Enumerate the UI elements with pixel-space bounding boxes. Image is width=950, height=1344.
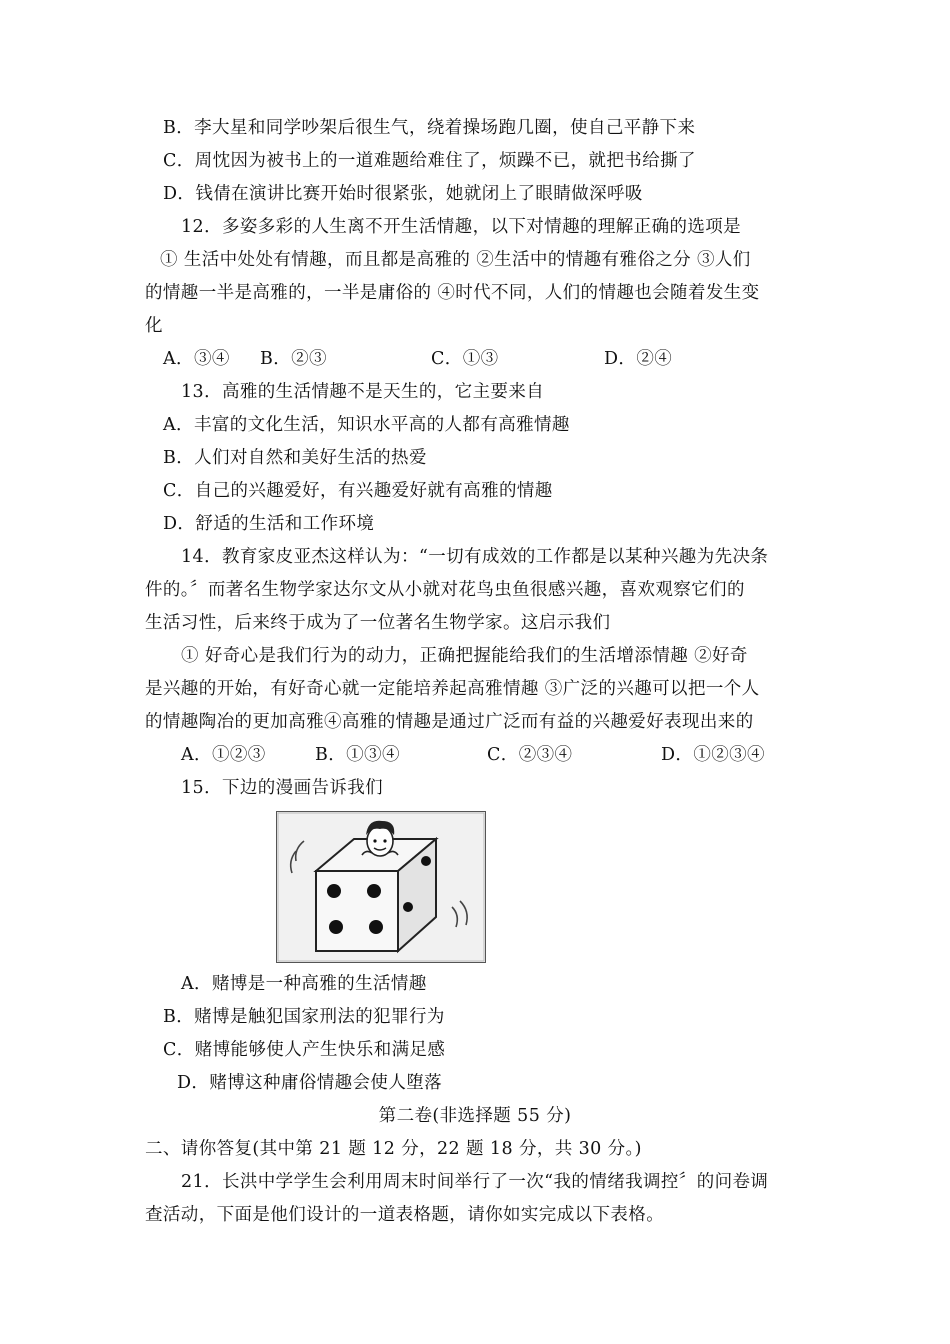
- q11-option-c: C．周忱因为被书上的一道难题给难住了，烦躁不已，就把书给撕了: [163, 151, 696, 171]
- dice-cartoon-image: [276, 811, 486, 963]
- q13-stem: 13．高雅的生活情趣不是天生的，它主要来自: [181, 382, 545, 402]
- q15-stem: 15．下边的漫画告诉我们: [181, 778, 384, 798]
- q11-option-d: D．钱倩在演讲比赛开始时很紧张，她就闭上了眼睛做深呼吸: [163, 184, 643, 204]
- q13-option-a: A．丰富的文化生活，知识水平高的人都有高雅情趣: [163, 415, 570, 435]
- q12-option-c: C．①③: [431, 349, 499, 369]
- q14-stem-line: 生活习性，后来终于成为了一位著名生物学家。这启示我们: [145, 613, 611, 633]
- q12-statement-line: ① 生活中处处有情趣，而且都是高雅的 ②生活中的情趣有雅俗之分 ③人们: [160, 250, 751, 270]
- q12-option-d: D．②④: [604, 349, 673, 369]
- q12-stem: 12．多姿多彩的人生离不开生活情趣，以下对情趣的理解正确的选项是: [181, 217, 742, 237]
- section2-heading: 二、请你答复(其中第 21 题 12 分，22 题 18 分，共 30 分。): [145, 1139, 642, 1159]
- q11-option-b: B．李大星和同学吵架后很生气，绕着操场跑几圈，使自己平静下来: [163, 118, 696, 138]
- q14-statement-line: 的情趣陶冶的更加高雅④高雅的情趣是通过广泛而有益的兴趣爱好表现出来的: [145, 712, 754, 732]
- q12-statement-line: 化: [145, 316, 163, 336]
- q14-option-b: B．①③④: [315, 745, 400, 765]
- q15-option-d: D．赌博这种庸俗情趣会使人堕落: [177, 1073, 443, 1093]
- q21-line: 21．长洪中学学生会利用周末时间举行了一次“我的情绪我调控〞的问卷调: [181, 1172, 769, 1192]
- q12-option-a: A．③④: [163, 349, 230, 369]
- q14-option-d: D．①②③④: [661, 745, 765, 765]
- q15-option-a: A．赌博是一种高雅的生活情趣: [181, 974, 427, 994]
- part2-title: 第二卷(非选择题 55 分): [378, 1106, 572, 1126]
- q13-option-b: B．人们对自然和美好生活的热爱: [163, 448, 427, 468]
- q13-option-d: D．舒适的生活和工作环境: [163, 514, 375, 534]
- q21-line: 查活动，下面是他们设计的一道表格题，请你如实完成以下表格。: [145, 1205, 665, 1225]
- q15-option-c: C．赌博能够使人产生快乐和满足感: [163, 1040, 446, 1060]
- q14-statement-line: ① 好奇心是我们行为的动力，正确把握能给我们的生活增添情趣 ②好奇: [181, 646, 748, 666]
- q14-stem-line: 件的。〞而著名生物学家达尔文从小就对花鸟虫鱼很感兴趣，喜欢观察它们的: [145, 580, 745, 600]
- q12-option-b: B．②③: [260, 349, 327, 369]
- q15-option-b: B．赌博是触犯国家刑法的犯罪行为: [163, 1007, 445, 1027]
- q13-option-c: C．自己的兴趣爱好，有兴趣爱好就有高雅的情趣: [163, 481, 553, 501]
- q14-stem-line: 14．教育家皮亚杰这样认为：“一切有成效的工作都是以某种兴趣为先决条: [181, 547, 769, 567]
- q14-option-a: A．①②③: [181, 745, 266, 765]
- q12-statement-line: 的情趣一半是高雅的，一半是庸俗的 ④时代不同，人们的情趣也会随着发生变: [145, 283, 760, 303]
- q14-option-c: C．②③④: [487, 745, 573, 765]
- q14-statement-line: 是兴趣的开始，有好奇心就一定能培养起高雅情趣 ③广泛的兴趣可以把一个人: [145, 679, 760, 699]
